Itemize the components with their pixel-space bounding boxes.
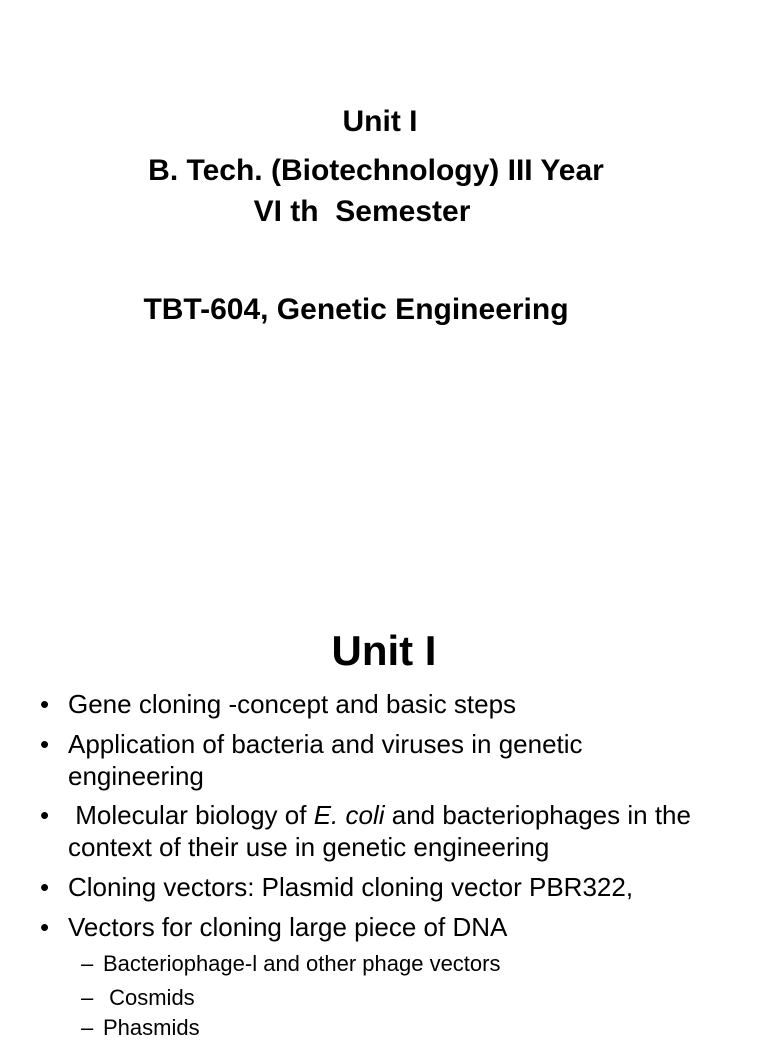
bullet-text-before: Molecular biology of [68, 800, 314, 830]
bullet-text: Cloning vectors: Plasmid cloning vector PBR322, [68, 872, 634, 902]
bullet-icon: • [40, 872, 50, 902]
slide1-course-heading: TBT-604, Genetic Engineering [143, 293, 569, 326]
slide1-program-heading: B. Tech. (Biotechnology) III Year [148, 154, 604, 187]
bullet-icon: • [40, 800, 50, 830]
dash-icon: – [81, 1015, 94, 1040]
bullet-icon: • [40, 912, 50, 942]
bullet-icon: • [40, 689, 50, 719]
bullet-text-italic: E. coli [313, 800, 385, 830]
sub-item [81, 950, 501, 978]
sub-item-text: Cosmids [103, 985, 195, 1010]
bullet-text: Application of bacteria and viruses in genetic engineering [68, 729, 583, 791]
slide1-unit-heading: Unit I [342, 105, 418, 138]
slide2-title: Unit I [331, 627, 437, 674]
slide1-semester-heading: VI th Semester [253, 195, 471, 228]
dash-icon: – [81, 951, 94, 976]
bullet-item [40, 911, 740, 943]
bullet-item [40, 688, 740, 720]
sub-item [81, 984, 195, 1012]
bullet-text [68, 799, 728, 863]
bullet-icon: • [40, 729, 50, 759]
bullet-text: Gene cloning -concept and basic steps [68, 689, 517, 719]
bullet-item [40, 728, 740, 792]
bullet-item [40, 799, 740, 863]
sub-item-text: Phasmids [103, 1015, 200, 1040]
bullet-item [40, 871, 740, 903]
bullet-text-after: and bacteriophages in the context of their use in genetic engineering [68, 800, 691, 862]
dash-icon: – [81, 985, 94, 1010]
sub-item [81, 1014, 200, 1042]
sub-item-text: Bacteriophage-l and other phage vectors [103, 951, 501, 976]
bullet-text: Vectors for cloning large piece of DNA [68, 912, 508, 942]
